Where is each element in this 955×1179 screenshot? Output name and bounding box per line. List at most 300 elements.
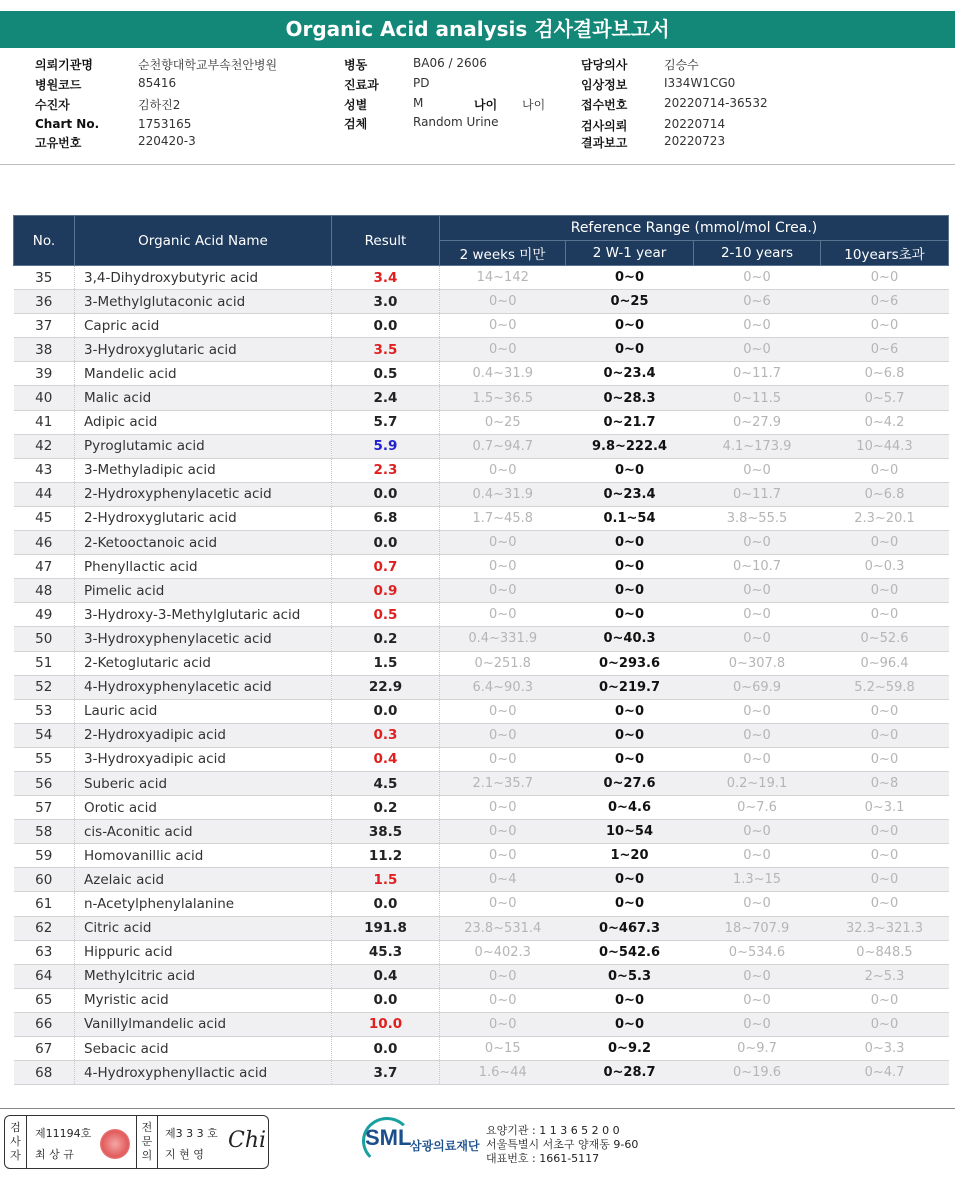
reference-range: 0~0.3 (821, 555, 949, 579)
result-value: 0.0 (332, 482, 440, 506)
tester-license: 제11194호 (35, 1127, 92, 1140)
table-row (14, 338, 949, 362)
reference-range: 0~28.7 (566, 1061, 694, 1085)
reference-range: 18~707.9 (694, 916, 821, 940)
reference-range: 0~6.8 (821, 362, 949, 386)
reference-range: 0~23.4 (566, 362, 694, 386)
table-row (14, 892, 949, 916)
reference-range: 0~0 (694, 964, 821, 988)
row-number: 48 (14, 579, 75, 603)
reference-range: 0~0 (694, 820, 821, 844)
row-number: 61 (14, 892, 75, 916)
reference-range: 0~0 (566, 266, 694, 290)
acid-name: Sebacic acid (75, 1037, 332, 1061)
info-value: 20220723 (664, 134, 726, 148)
acid-name: Methylcitric acid (75, 964, 332, 988)
acid-name: 3-Methylglutaconic acid (75, 290, 332, 314)
info-value: 20220714 (664, 117, 726, 131)
row-number: 59 (14, 844, 75, 868)
reference-range: 0~0 (566, 555, 694, 579)
reference-range: 0~0 (694, 458, 821, 482)
reference-range: 0~0 (440, 290, 566, 314)
result-value: 5.9 (332, 434, 440, 458)
info-value: M (413, 96, 424, 110)
reference-range: 0~9.2 (566, 1037, 694, 1061)
acid-name: 2-Ketooctanoic acid (75, 531, 332, 555)
col-header-no: No. (14, 216, 75, 266)
row-number: 63 (14, 940, 75, 964)
result-value: 0.9 (332, 579, 440, 603)
footer-divider (0, 1108, 955, 1109)
reference-range: 0~0 (694, 314, 821, 338)
table-row (14, 362, 949, 386)
reference-range: 0~3.1 (821, 796, 949, 820)
reference-range: 10~54 (566, 820, 694, 844)
reference-range: 0~7.6 (694, 796, 821, 820)
reference-range: 0~0 (821, 314, 949, 338)
reference-range: 0~0 (566, 531, 694, 555)
reference-range: 0~0 (821, 844, 949, 868)
reference-range: 0~6 (821, 290, 949, 314)
addr-line: 대표번호 : 1661-5117 (486, 1152, 600, 1165)
info-label: 고유번호 (35, 136, 82, 150)
tester-label-text: 검사자 (10, 1121, 21, 1162)
reference-range: 0~0 (694, 627, 821, 651)
reference-range: 0~52.6 (821, 627, 949, 651)
result-value: 3.7 (332, 1061, 440, 1085)
result-value: 0.0 (332, 699, 440, 723)
results-body (14, 266, 949, 1085)
result-value: 0.5 (332, 603, 440, 627)
reference-range: 0~542.6 (566, 940, 694, 964)
reference-range: 2.1~35.7 (440, 771, 566, 795)
info-value: BA06 / 2606 (413, 56, 487, 70)
reference-range: 0~0 (821, 868, 949, 892)
acid-name: Malic acid (75, 386, 332, 410)
table-row (14, 699, 949, 723)
acid-name: Hippuric acid (75, 940, 332, 964)
table-row (14, 651, 949, 675)
row-number: 40 (14, 386, 75, 410)
reference-range: 0~848.5 (821, 940, 949, 964)
table-row (14, 675, 949, 699)
result-value: 0.7 (332, 555, 440, 579)
table-row (14, 290, 949, 314)
table-row (14, 627, 949, 651)
result-value: 191.8 (332, 916, 440, 940)
row-number: 56 (14, 771, 75, 795)
info-value: 순천향대학교부속천안병원 (138, 58, 278, 72)
signature-box (4, 1115, 269, 1169)
row-number: 58 (14, 820, 75, 844)
reference-range: 0~28.3 (566, 386, 694, 410)
acid-name: 3-Methyladipic acid (75, 458, 332, 482)
result-value: 0.2 (332, 796, 440, 820)
acid-name: 4-Hydroxyphenyllactic acid (75, 1061, 332, 1085)
specialist-name: 지 현 영 (165, 1148, 204, 1161)
reference-range: 0.2~19.1 (694, 771, 821, 795)
reference-range: 0~25 (440, 410, 566, 434)
reference-range: 0~5.3 (566, 964, 694, 988)
row-number: 65 (14, 988, 75, 1012)
reference-range: 0~0 (821, 892, 949, 916)
reference-range: 0~0 (694, 747, 821, 771)
info-value: PD (413, 76, 430, 90)
acid-name: Pyroglutamic acid (75, 434, 332, 458)
row-number: 44 (14, 482, 75, 506)
reference-range: 0~0 (694, 266, 821, 290)
specialist-license: 제3 3 3 호 (165, 1127, 218, 1140)
reference-range: 0~0 (440, 1012, 566, 1036)
official-seal (100, 1129, 130, 1159)
acid-name: Adipic acid (75, 410, 332, 434)
reference-range: 0.4~31.9 (440, 362, 566, 386)
table-row (14, 771, 949, 795)
acid-name: Vanillylmandelic acid (75, 1012, 332, 1036)
acid-name: Citric acid (75, 916, 332, 940)
reference-range: 0~11.5 (694, 386, 821, 410)
reference-range: 0~0 (566, 458, 694, 482)
reference-range: 0~0 (440, 314, 566, 338)
acid-name: n-Acetylphenylalanine (75, 892, 332, 916)
reference-range: 3.8~55.5 (694, 506, 821, 530)
reference-range: 0~40.3 (566, 627, 694, 651)
reference-range: 0~0 (440, 699, 566, 723)
row-number: 66 (14, 1012, 75, 1036)
result-value: 4.5 (332, 771, 440, 795)
table-row (14, 723, 949, 747)
table-row (14, 434, 949, 458)
row-number: 67 (14, 1037, 75, 1061)
reference-range: 1.3~15 (694, 868, 821, 892)
reference-range: 0~0 (440, 531, 566, 555)
reference-range: 0~0 (694, 699, 821, 723)
row-number: 42 (14, 434, 75, 458)
table-row (14, 988, 949, 1012)
row-number: 60 (14, 868, 75, 892)
acid-name: Homovanillic acid (75, 844, 332, 868)
table-row (14, 555, 949, 579)
reference-range: 0~307.8 (694, 651, 821, 675)
reference-range: 6.4~90.3 (440, 675, 566, 699)
table-row (14, 482, 949, 506)
result-value: 3.4 (332, 266, 440, 290)
info-label: 접수번호 (581, 98, 628, 112)
result-value: 38.5 (332, 820, 440, 844)
reference-range: 0~0 (694, 988, 821, 1012)
acid-name: Orotic acid (75, 796, 332, 820)
result-value: 11.2 (332, 844, 440, 868)
reference-range: 32.3~321.3 (821, 916, 949, 940)
reference-range: 0~0 (694, 844, 821, 868)
reference-range: 0~0 (694, 723, 821, 747)
info-label: 성별 (344, 98, 368, 112)
table-row (14, 579, 949, 603)
reference-range: 0.4~31.9 (440, 482, 566, 506)
reference-range: 0~402.3 (440, 940, 566, 964)
table-row (14, 266, 949, 290)
specialist-label (136, 1116, 158, 1168)
reference-range: 0~15 (440, 1037, 566, 1061)
reference-range: 0~4.6 (566, 796, 694, 820)
reference-range: 0.7~94.7 (440, 434, 566, 458)
tester-label (5, 1116, 27, 1168)
result-value: 0.0 (332, 988, 440, 1012)
result-value: 2.3 (332, 458, 440, 482)
result-value: 0.2 (332, 627, 440, 651)
reference-range: 0~0 (440, 988, 566, 1012)
reference-range: 0.1~54 (566, 506, 694, 530)
patient-info (0, 56, 955, 156)
reference-range: 0~23.4 (566, 482, 694, 506)
reference-range: 0~0 (566, 747, 694, 771)
tester-name: 최 상 규 (35, 1148, 74, 1161)
col-header-reference: Reference Range (mmol/mol Crea.) (440, 216, 949, 241)
sml-logo (365, 1125, 411, 1151)
acid-name: Pimelic acid (75, 579, 332, 603)
info-value: 나이 (522, 98, 546, 112)
row-number: 45 (14, 506, 75, 530)
reference-range: 0.4~331.9 (440, 627, 566, 651)
reference-range: 0~11.7 (694, 362, 821, 386)
result-value: 0.4 (332, 747, 440, 771)
reference-range: 14~142 (440, 266, 566, 290)
acid-name: cis-Aconitic acid (75, 820, 332, 844)
reference-range: 0~0 (566, 892, 694, 916)
reference-range: 0~0 (566, 1012, 694, 1036)
reference-range: 10~44.3 (821, 434, 949, 458)
reference-range: 0~467.3 (566, 916, 694, 940)
row-number: 64 (14, 964, 75, 988)
info-label: 의뢰기관명 (35, 58, 93, 72)
row-number: 35 (14, 266, 75, 290)
reference-range: 0~0 (440, 892, 566, 916)
table-row (14, 603, 949, 627)
reference-range: 23.8~531.4 (440, 916, 566, 940)
table-row (14, 964, 949, 988)
acid-name: 2-Ketoglutaric acid (75, 651, 332, 675)
reference-range: 0~6 (821, 338, 949, 362)
reference-range: 4.1~173.9 (694, 434, 821, 458)
reference-range: 0~0 (440, 964, 566, 988)
result-value: 0.0 (332, 1037, 440, 1061)
reference-range: 0~251.8 (440, 651, 566, 675)
result-value: 1.5 (332, 651, 440, 675)
reference-range: 2~5.3 (821, 964, 949, 988)
table-row (14, 796, 949, 820)
row-number: 39 (14, 362, 75, 386)
reference-range: 0~0 (440, 796, 566, 820)
result-value: 45.3 (332, 940, 440, 964)
info-value: 220420-3 (138, 134, 196, 148)
row-number: 38 (14, 338, 75, 362)
table-row (14, 506, 949, 530)
reference-range: 0~0 (566, 868, 694, 892)
reference-range: 0~21.7 (566, 410, 694, 434)
reference-range: 0~0 (566, 338, 694, 362)
table-row (14, 1061, 949, 1085)
col-header-ref-2-10y: 2-10 years (694, 241, 821, 266)
reference-range: 0~0 (821, 579, 949, 603)
reference-range: 0~0 (694, 1012, 821, 1036)
table-row (14, 1037, 949, 1061)
reference-range: 0~19.6 (694, 1061, 821, 1085)
reference-range: 0~9.7 (694, 1037, 821, 1061)
result-value: 22.9 (332, 675, 440, 699)
row-number: 47 (14, 555, 75, 579)
table-row (14, 410, 949, 434)
reference-range: 0~0 (694, 892, 821, 916)
reference-range: 1.7~45.8 (440, 506, 566, 530)
reference-range: 0~0 (440, 723, 566, 747)
result-value: 3.0 (332, 290, 440, 314)
acid-name: 3-Hydroxyglutaric acid (75, 338, 332, 362)
info-value: 김하진2 (138, 98, 181, 112)
acid-name: 4-Hydroxyphenylacetic acid (75, 675, 332, 699)
footer (0, 1110, 955, 1179)
reference-range: 0~0 (566, 723, 694, 747)
result-value: 0.0 (332, 892, 440, 916)
info-label: 검체 (344, 117, 368, 131)
col-header-ref-2weeks: 2 weeks 미만 (440, 241, 566, 266)
acid-name: Lauric acid (75, 699, 332, 723)
reference-range: 0~0 (566, 699, 694, 723)
col-header-ref-10y-plus: 10years초과 (821, 241, 949, 266)
info-value: Random Urine (413, 115, 499, 129)
result-value: 0.4 (332, 964, 440, 988)
addr-line: 서울특별시 서초구 양재동 9-60 (486, 1138, 639, 1151)
reference-range: 0~0 (566, 988, 694, 1012)
reference-range: 0~0 (821, 458, 949, 482)
reference-range: 0~0 (821, 820, 949, 844)
acid-name: 3-Hydroxyphenylacetic acid (75, 627, 332, 651)
reference-range: 0~5.7 (821, 386, 949, 410)
reference-range: 0~0 (821, 988, 949, 1012)
reference-range: 0~0 (566, 579, 694, 603)
org-name: 삼광의료재단 (410, 1139, 480, 1153)
row-number: 51 (14, 651, 75, 675)
table-row (14, 1012, 949, 1036)
table-row (14, 531, 949, 555)
info-value: 85416 (138, 76, 177, 90)
row-number: 57 (14, 796, 75, 820)
row-number: 55 (14, 747, 75, 771)
reference-range: 0~0 (440, 458, 566, 482)
acid-name: Phenyllactic acid (75, 555, 332, 579)
result-value: 6.8 (332, 506, 440, 530)
reference-range: 0~219.7 (566, 675, 694, 699)
reference-range: 0~293.6 (566, 651, 694, 675)
reference-range: 0~0 (440, 555, 566, 579)
reference-range: 0~96.4 (821, 651, 949, 675)
info-label: 병동 (344, 58, 368, 72)
table-row (14, 844, 949, 868)
reference-range: 0~69.9 (694, 675, 821, 699)
info-value: 김승수 (664, 58, 699, 72)
row-number: 46 (14, 531, 75, 555)
acid-name: 2-Hydroxyglutaric acid (75, 506, 332, 530)
logo-text: SML (365, 1125, 412, 1150)
row-number: 62 (14, 916, 75, 940)
row-number: 52 (14, 675, 75, 699)
reference-range: 0~0 (821, 603, 949, 627)
acid-name: Capric acid (75, 314, 332, 338)
col-header-ref-2w-1y: 2 W-1 year (566, 241, 694, 266)
row-number: 50 (14, 627, 75, 651)
reference-range: 0~0 (821, 1012, 949, 1036)
reference-range: 0~8 (821, 771, 949, 795)
reference-range: 0~0 (566, 314, 694, 338)
reference-range: 5.2~59.8 (821, 675, 949, 699)
info-label: 수진자 (35, 98, 70, 112)
reference-range: 0~0 (440, 603, 566, 627)
info-value: I334W1CG0 (664, 76, 736, 90)
acid-name: Myristic acid (75, 988, 332, 1012)
acid-name: 2-Hydroxyadipic acid (75, 723, 332, 747)
row-number: 43 (14, 458, 75, 482)
acid-name: 3-Hydroxyadipic acid (75, 747, 332, 771)
reference-range: 0~534.6 (694, 940, 821, 964)
result-value: 2.4 (332, 386, 440, 410)
acid-name: Mandelic acid (75, 362, 332, 386)
reference-range: 0~0 (694, 338, 821, 362)
row-number: 68 (14, 1061, 75, 1085)
info-value: 1753165 (138, 117, 192, 131)
result-value: 1.5 (332, 868, 440, 892)
info-label: 진료과 (344, 78, 379, 92)
reference-range: 0~0 (440, 338, 566, 362)
reference-range: 1~20 (566, 844, 694, 868)
result-value: 10.0 (332, 1012, 440, 1036)
info-label: 나이 (474, 98, 498, 112)
reference-range: 1.5~36.5 (440, 386, 566, 410)
reference-range: 1.6~44 (440, 1061, 566, 1085)
reference-range: 0~25 (566, 290, 694, 314)
acid-name: 3-Hydroxy-3-Methylglutaric acid (75, 603, 332, 627)
reference-range: 0~6.8 (821, 482, 949, 506)
row-number: 49 (14, 603, 75, 627)
info-label: 검사의뢰 (581, 119, 628, 133)
reference-range: 0~0 (821, 531, 949, 555)
signature-mark: Chi (228, 1128, 267, 1153)
table-row (14, 820, 949, 844)
result-value: 0.0 (332, 531, 440, 555)
acid-name: Azelaic acid (75, 868, 332, 892)
reference-range: 0~4.2 (821, 410, 949, 434)
acid-name: 2-Hydroxyphenylacetic acid (75, 482, 332, 506)
specialist-label-text: 전문의 (141, 1121, 153, 1162)
reference-range: 0~11.7 (694, 482, 821, 506)
table-row (14, 314, 949, 338)
info-label: 병원코드 (35, 78, 82, 92)
row-number: 54 (14, 723, 75, 747)
reference-range: 9.8~222.4 (566, 434, 694, 458)
reference-range: 0~4 (440, 868, 566, 892)
reference-range: 0~0 (821, 723, 949, 747)
table-row (14, 747, 949, 771)
result-value: 5.7 (332, 410, 440, 434)
org-address (486, 1124, 638, 1166)
reference-range: 0~27.9 (694, 410, 821, 434)
reference-range: 2.3~20.1 (821, 506, 949, 530)
row-number: 41 (14, 410, 75, 434)
result-value: 0.0 (332, 314, 440, 338)
reference-range: 0~3.3 (821, 1037, 949, 1061)
row-number: 37 (14, 314, 75, 338)
info-label: 담당의사 (581, 58, 628, 72)
table-row (14, 386, 949, 410)
reference-range: 0~27.6 (566, 771, 694, 795)
